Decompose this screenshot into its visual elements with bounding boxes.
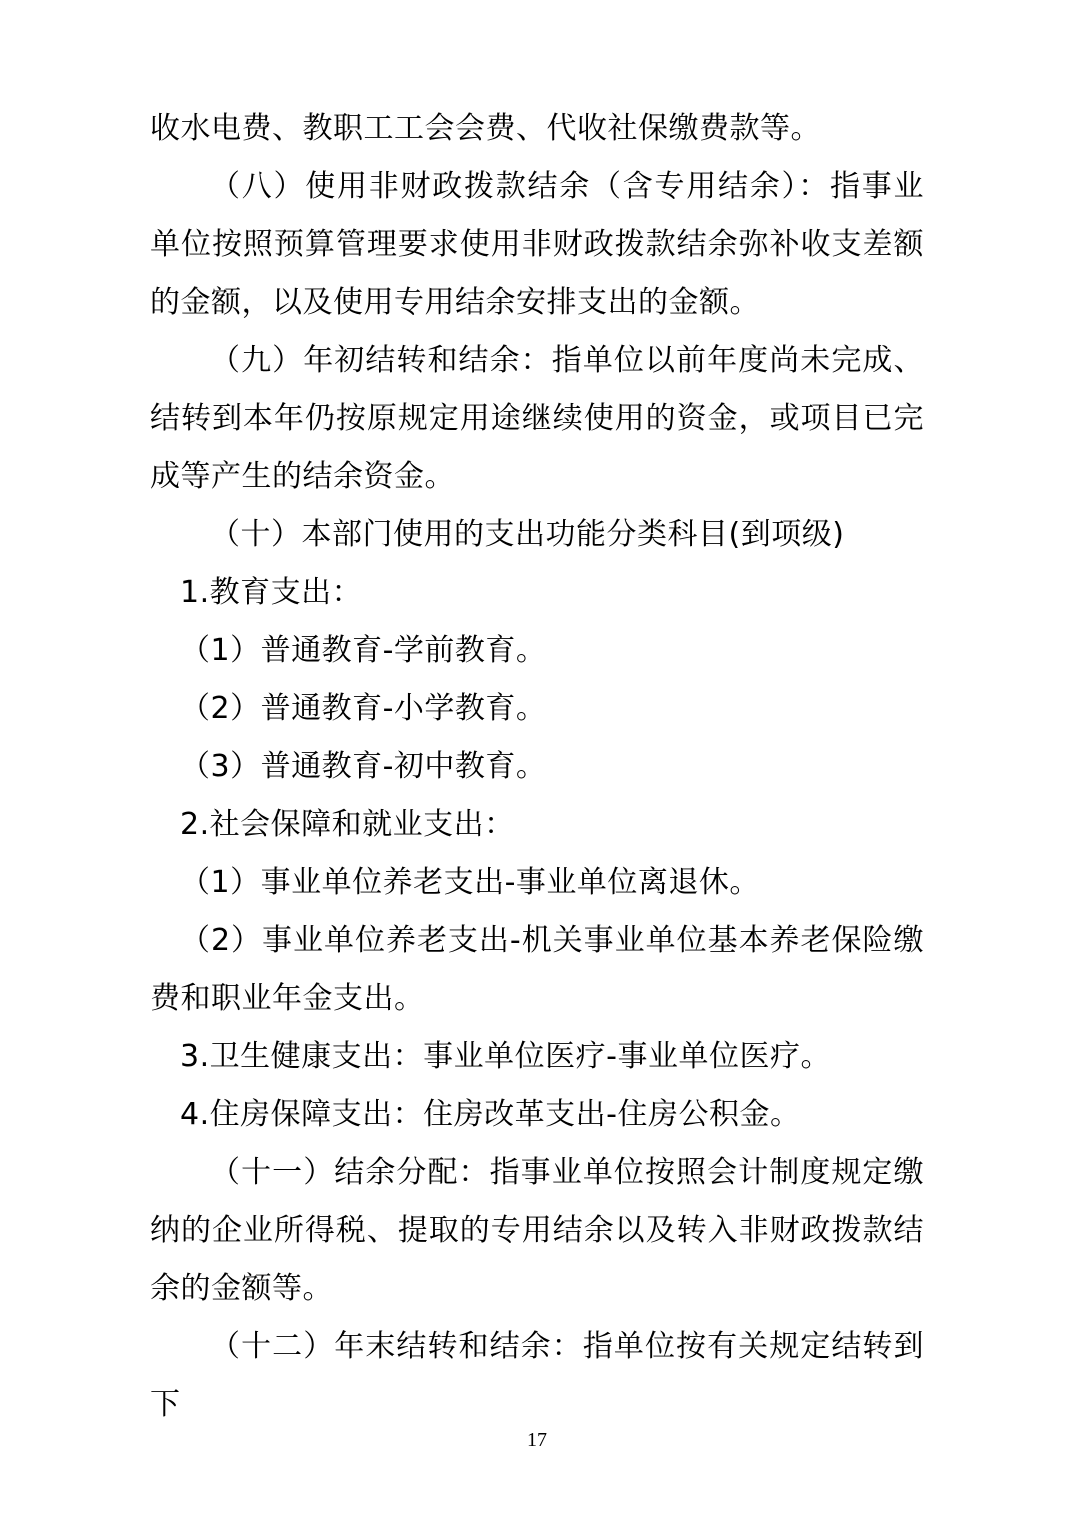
list-item-education-3: （3）普通教育-初中教育。 (180, 749, 547, 784)
page-number: 17 (527, 1429, 547, 1451)
list-item-housing: 4.住房保障支出：住房改革支出-住房公积金。 (180, 1097, 801, 1132)
paragraph-item-12: （十二）年末结转和结余：指单位按有关规定结转到下 (150, 1329, 924, 1422)
list-item-education-1: （1）普通教育-学前教育。 (180, 633, 547, 668)
paragraph-continuation: 收水电费、教职工工会会费、代收社保缴费款等。 (150, 111, 821, 146)
list-item-social-security-1: （1）事业单位养老支出-事业单位离退休。 (180, 865, 760, 900)
paragraph-item-9: （九）年初结转和结余：指单位以前年度尚未完成、结转到本年仍按原规定用途继续使用的资金，或项目已完成等产生的结余资金。 (150, 343, 924, 494)
list-item-social-security-2: （2）事业单位养老支出-机关事业单位基本养老保险缴费和职业年金支出。 (150, 923, 924, 1016)
list-item-education-heading: 1.教育支出： (180, 575, 363, 610)
list-item-education-2: （2）普通教育-小学教育。 (180, 691, 547, 726)
document-body (150, 100, 924, 1434)
paragraph-item-8: （八）使用非财政拨款结余（含专用结余）：指事业单位按照预算管理要求使用非财政拨款结余弥补收支差额的金额，以及使用专用结余安排支出的金额。 (150, 169, 924, 320)
paragraph-item-10: （十）本部门使用的支出功能分类科目(到项级) (210, 517, 845, 552)
list-item-health: 3.卫生健康支出：事业单位医疗-事业单位医疗。 (180, 1039, 831, 1074)
list-item-social-security-heading: 2.社会保障和就业支出： (180, 807, 515, 842)
paragraph-item-11: （十一）结余分配：指事业单位按照会计制度规定缴纳的企业所得税、提取的专用结余以及转入非财政拨款结余的金额等。 (150, 1155, 924, 1306)
